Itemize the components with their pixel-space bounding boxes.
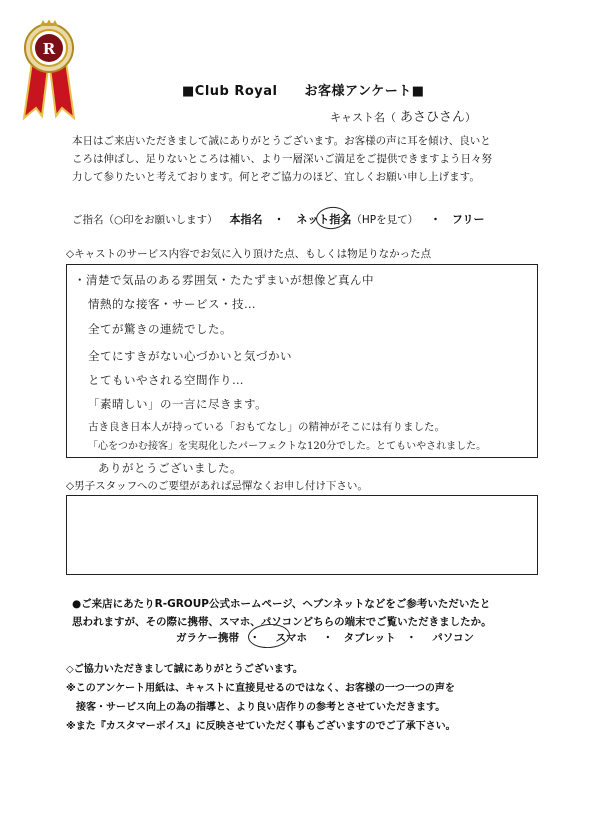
footer-line: 接客・サービス向上の為の指導と、より良い店作りの参考とさせていただきます。 xyxy=(66,702,446,713)
feedback-line: ありがとうございました。 xyxy=(98,461,242,475)
cast-name-close: ） xyxy=(465,111,477,124)
nomination-row xyxy=(72,211,493,227)
svg-text:R: R xyxy=(42,40,56,58)
feedback-line: とてもいやされる空間作り… xyxy=(88,373,244,387)
intro-line: ころは伸ばし、足りないところは補い、より一層深いご満足をご提供できますよう日々努 xyxy=(72,153,492,165)
feedback-line: 全てが驚きの連続でした。 xyxy=(88,322,232,336)
nomination-option-regular[interactable]: 本指名 ・ xyxy=(229,213,285,226)
form-title: ■Club Royal お客様アンケート■ xyxy=(182,84,425,99)
feedback-line: ・清楚で気品のある雰囲気・たたずまいが想像ど真ん中 xyxy=(74,273,374,287)
device-question-line: ●ご来店にあたりR-GROUP公式ホームページ、ヘブンネットなどをご参考いただいたと xyxy=(72,598,491,610)
section1-heading: ◇キャストのサービス内容でお気に入り頂けた点、もしくは物足りなかった点 xyxy=(66,248,432,260)
feedback-box-staff[interactable] xyxy=(66,495,538,575)
feedback-line: 情熱的な接客・サービス・技… xyxy=(88,297,256,311)
nomination-option-free[interactable]: ・ フリー xyxy=(429,213,485,226)
feedback-line: 古き良き日本人が持っている「おもてなし」の精神がそこには有りました。 xyxy=(88,421,445,433)
feedback-line: 「心をつかむ接客」を実現化したパーフェクトな120分でした。とてもいやされました。 xyxy=(88,441,487,452)
device-options xyxy=(176,630,486,645)
feedback-line: 全てにすきがない心づかいと気づかい xyxy=(88,349,292,363)
device-option-pc[interactable]: パソコン xyxy=(432,632,475,644)
device-question-line: 思われますが、その際に携帯、スマホ、パソコンどちらの端末でご覧いただきましたか。 xyxy=(72,616,492,628)
footer-line: ※このアンケート用紙は、キャストに直接見せるのではなく、お客様の一つ一つの声を xyxy=(66,683,455,694)
footer-line: ※また『カスタマーボイス』に反映させていただく事もございますのでご了承下さい。 xyxy=(66,721,456,732)
footer-notes xyxy=(66,660,546,736)
intro-paragraph xyxy=(72,132,542,186)
nomination-label: ご指名（○印をお願いします） xyxy=(72,214,218,226)
device-option-tablet[interactable]: ・ タブレット ・ xyxy=(322,632,417,644)
nomination-option-net-label: ネット指名 xyxy=(296,213,352,226)
device-question xyxy=(72,595,542,631)
footer-line: ◇ご協力いただきまして誠にありがとうございます。 xyxy=(66,664,303,675)
cast-name-value: あさひさん xyxy=(400,110,466,125)
section2-heading: ◇男子スタッフへのご要望があれば忌憚なくお申し付け下さい。 xyxy=(66,480,368,492)
nomination-option-net-note: （HPを見て） xyxy=(351,214,419,226)
cast-name-row xyxy=(330,106,476,125)
cast-name-label: キャスト名（ xyxy=(330,111,396,124)
device-option-feature-phone[interactable]: ガラケー携帯 ・ xyxy=(176,632,260,644)
intro-line: 力して参りたいと考えております。何とぞご協力のほど、宜しくお願い申し上げます。 xyxy=(72,171,480,183)
club-royal-emblem-icon xyxy=(18,20,80,120)
nomination-option-net[interactable] xyxy=(296,213,418,226)
feedback-line: 「素晴しい」の一言に尽きます。 xyxy=(88,397,268,411)
intro-line: 本日はご来店いただきまして誠にありがとうございます。お客様の声に耳を傾け、良いと xyxy=(72,135,491,147)
device-option-smartphone[interactable]: スマホ xyxy=(275,632,307,644)
